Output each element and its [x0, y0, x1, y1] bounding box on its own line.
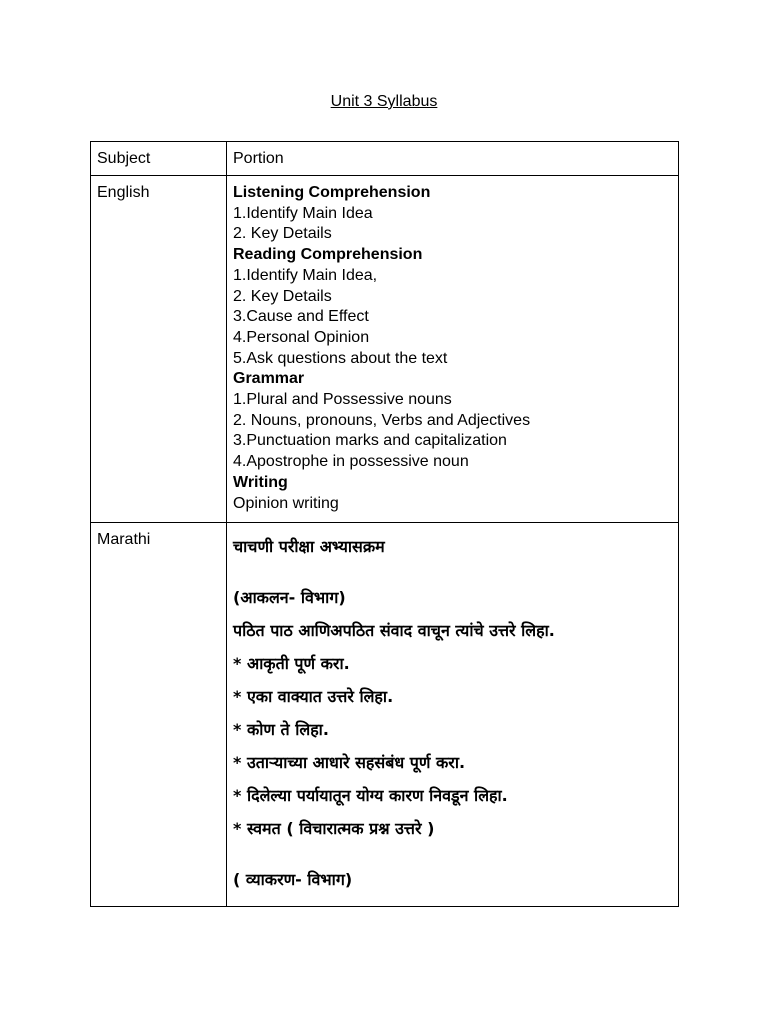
table-header-row [91, 142, 679, 176]
english-line: 3.Punctuation marks and capitalization [233, 432, 507, 450]
table-row-marathi [91, 523, 679, 907]
english-line: 4.Personal Opinion [233, 328, 370, 346]
subject-english: English [91, 176, 227, 523]
english-line: 5.Ask questions about the text [233, 349, 448, 367]
english-line: Grammar [233, 370, 305, 388]
marathi-line: * उताऱ्याच्या आधारे सहसंबंध पूर्ण करा. [233, 753, 466, 772]
english-line: 4.Apostrophe in possessive noun [233, 453, 469, 471]
portion-marathi [227, 523, 679, 907]
english-line: 3.Cause and Effect [233, 308, 369, 326]
english-line: 2. Nouns, pronouns, Verbs and Adjectives [233, 411, 531, 429]
marathi-line: * स्वमत ( विचारात्मक प्रश्न उत्तरे ) [233, 819, 435, 838]
table-row-english [91, 176, 679, 523]
marathi-line: चाचणी परीक्षा अभ्यासक्रम [233, 537, 385, 556]
english-line: Reading Comprehension [233, 246, 423, 264]
english-line: Writing [233, 473, 288, 491]
english-line: 1.Plural and Possessive nouns [233, 391, 452, 409]
marathi-line: * कोण ते लिहा. [233, 720, 329, 739]
marathi-line: * एका वाक्यात उत्तरे लिहा. [233, 687, 394, 706]
english-line: 2. Key Details [233, 225, 332, 243]
page-title: Unit 3 Syllabus [330, 93, 438, 110]
header-subject: Subject [91, 142, 227, 176]
marathi-line: * आकृती पूर्ण करा. [233, 654, 350, 673]
marathi-line: ( व्याकरण- विभाग) [233, 870, 353, 889]
marathi-line: (आकलन- विभाग) [233, 588, 346, 607]
header-portion: Portion [227, 142, 679, 176]
subject-marathi: Marathi [91, 523, 227, 907]
english-line: 2. Key Details [233, 287, 332, 305]
english-line: Listening Comprehension [233, 184, 431, 201]
syllabus-table [90, 141, 679, 907]
portion-english [227, 176, 679, 523]
marathi-line: पठित पाठ आणिअपठित संवाद वाचून त्यांचे उत्तरे लिहा. [233, 621, 555, 640]
english-line: Opinion writing [233, 494, 339, 512]
english-line: 1.Identify Main Idea, [233, 266, 378, 284]
english-line: 1.Identify Main Idea [233, 204, 373, 222]
marathi-line: * दिलेल्या पर्यायातून योग्य कारण निवडून लिहा. [233, 786, 508, 805]
